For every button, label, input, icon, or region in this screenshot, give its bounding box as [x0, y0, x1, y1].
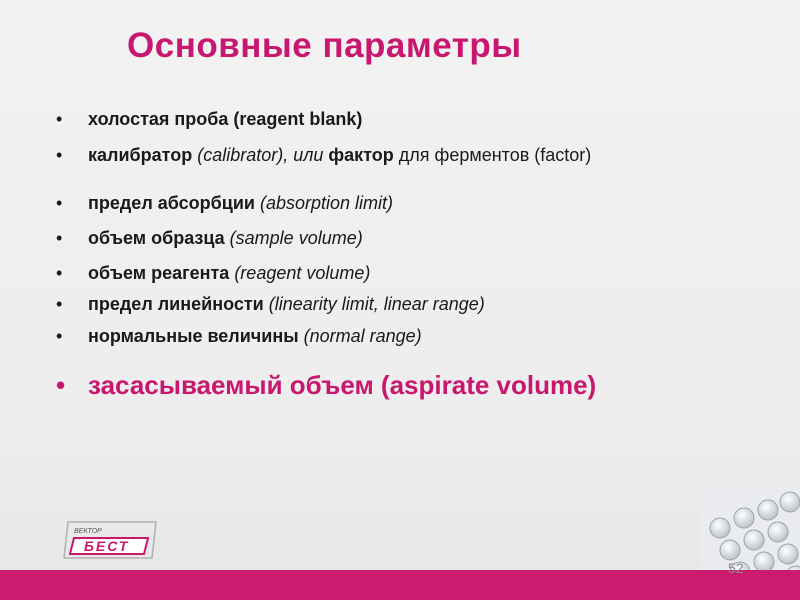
bullet-term: нормальные величины — [88, 326, 299, 346]
bullet-term: предел линейности — [88, 294, 264, 314]
page-number: 52 — [728, 560, 744, 576]
bullet-item — [56, 193, 756, 228]
bullet-dot: • — [56, 326, 63, 346]
bullet-term: объем реагента — [88, 263, 230, 283]
bullet-dot: • — [56, 109, 63, 129]
bullet-item — [56, 145, 756, 193]
bullet-dot: • — [56, 228, 63, 248]
bullet-term: калибратор — [88, 145, 193, 165]
slide-title: Основные параметры — [127, 26, 522, 65]
bullet-translation: (linearity limit, linear range) — [263, 294, 485, 314]
bullet-term: холостая проба (reagent blank) — [88, 109, 363, 129]
bullet-translation: (absorption limit) — [254, 193, 394, 213]
bullet-dot: • — [56, 370, 66, 400]
bullet-item — [56, 109, 756, 145]
bullet-dot: • — [56, 145, 63, 165]
vector-best-logo — [62, 520, 158, 560]
bullet-dot: • — [56, 263, 63, 283]
logo-top-text: ВЕКТОР — [74, 528, 102, 535]
bullet-term: объем образца — [88, 228, 225, 248]
bullet-item — [56, 263, 756, 294]
bullet-translation: (sample volume) — [224, 228, 363, 248]
bullet-item — [56, 228, 756, 263]
bullet-term: фактор — [328, 145, 394, 165]
bullet-dot: • — [56, 193, 63, 213]
bullet-term: предел абсорбции — [88, 193, 255, 213]
bullet-list — [56, 109, 756, 400]
bullet-translation: (reagent volume) — [229, 263, 371, 283]
bullet-translation: (normal range) — [298, 326, 422, 346]
bullet-highlight-text: засасываемый объем (aspirate volume) — [88, 370, 597, 400]
bullet-item — [56, 294, 756, 326]
bullet-translation: (calibrator), или — [192, 145, 329, 165]
logo-graphic — [62, 520, 158, 560]
bullet-item — [56, 326, 756, 370]
logo-main-text: БЕСТ — [84, 538, 130, 554]
bullet-translation: для ферментов (factor) — [393, 145, 592, 165]
bullet-dot: • — [56, 294, 63, 314]
bullet-item-highlight — [56, 370, 756, 400]
footer-bar — [0, 570, 800, 600]
